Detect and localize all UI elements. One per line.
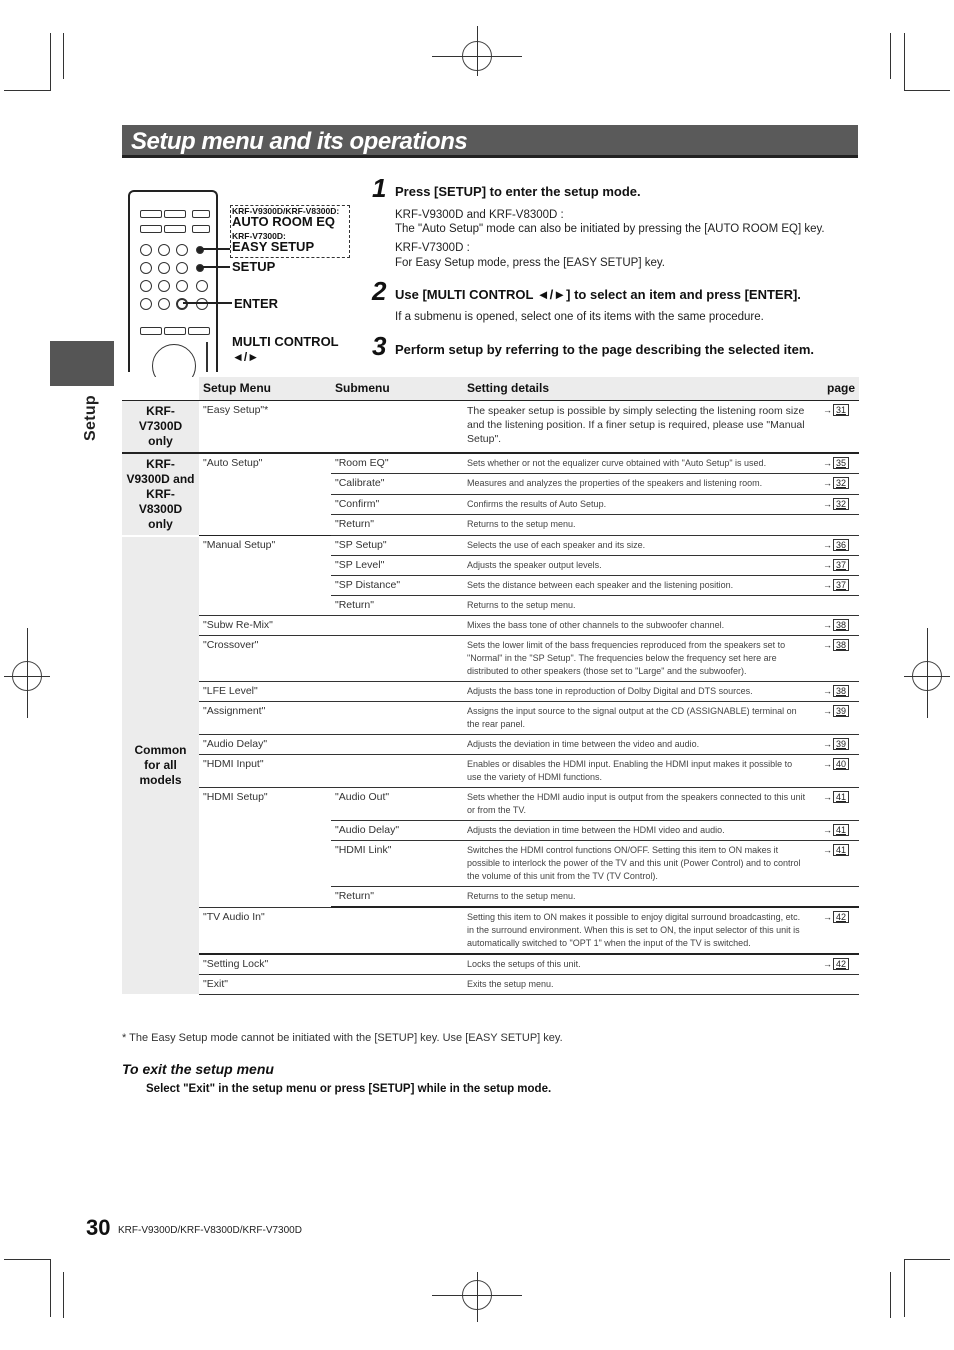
- table-row: "HDMI Link" Switches the HDMI control functions ON/OFF. Setting this item to ON makes it possible to interlock the power of the TV and this unit (Power Control) and to control the volume of this unit from the TV (TV Control). → 41: [122, 841, 859, 887]
- table-row: "HDMI Setup" "Audio Out" Sets whether the HDMI audio input is output from the speakers connected to this unit or from the TV. → 41: [122, 788, 859, 821]
- table-row: "LFE Level" Adjusts the bass tone in reproduction of Dolby Digital and DTS sources. → 38: [122, 682, 859, 702]
- page-ref[interactable]: → 38: [823, 639, 849, 652]
- page-ref[interactable]: → 39: [823, 738, 849, 751]
- page-ref[interactable]: → 36: [823, 539, 849, 552]
- setup-menu-table: [122, 377, 859, 996]
- page-ref[interactable]: → 42: [823, 958, 849, 971]
- page-ref[interactable]: → 42: [823, 911, 849, 924]
- step-3-heading: Perform setup by referring to the page describing the selected item.: [395, 342, 814, 357]
- enter-label: ENTER: [234, 296, 279, 311]
- table-row: Common for all models "Manual Setup" "SP Setup" Selects the use of each speaker and its size. → 36: [122, 536, 859, 556]
- table-row: "Return" Returns to the setup menu.: [122, 515, 859, 536]
- table-row: "Calibrate" Measures and analyzes the properties of the speakers and listening room. → 32: [122, 474, 859, 495]
- model-note-v9300-v8300: KRF-V9300D/KRF-V8300D:: [232, 206, 340, 216]
- table-row: "Assignment" Assigns the input source to the signal output at the CD (ASSIGNABLE) terminal on the rear panel. → 39: [122, 702, 859, 735]
- page-ref[interactable]: → 40: [823, 758, 849, 771]
- table-row: "Crossover" Sets the lower limit of the bass frequencies reproduced from the speakers set to "Normal" in the "SP Setup". The frequencies below the frequency set here are distributed to other speakers (those set to "Large" and the subwoofer). → 38: [122, 636, 859, 682]
- easy-setup-label: EASY SETUP: [232, 239, 315, 254]
- page-ref[interactable]: → 38: [823, 619, 849, 632]
- table-row: "SP Level" Adjusts the speaker output levels. → 37: [122, 556, 859, 576]
- table-row: "Subw Re-Mix" Mixes the bass tone of other channels to the subwoofer channel. → 38: [122, 616, 859, 636]
- page-ref[interactable]: → 37: [823, 579, 849, 592]
- table-row: "TV Audio In" Setting this item to ON makes it possible to enjoy digital surround broadcasting, etc. in the surround environment. When this is set to ON, the input selector of this unit is automatically switched to "OPT 1" when the input of the TV is switched. → 42: [122, 907, 859, 954]
- step-1-number: 1: [372, 173, 387, 203]
- section-label: Setup: [81, 395, 99, 441]
- table-row: "SP Distance" Sets the distance between each speaker and the listening position. → 37: [122, 576, 859, 596]
- col-submenu: Submenu: [331, 377, 463, 400]
- step-2-line-1: If a submenu is opened, select one of its items with the same procedure.: [395, 311, 764, 323]
- step-2-number: 2: [372, 276, 387, 306]
- page-ref[interactable]: → 39: [823, 705, 849, 718]
- col-setup-menu: Setup Menu: [199, 377, 331, 400]
- table-row: "Exit" Exits the setup menu.: [122, 975, 859, 995]
- step-1-line-1: KRF-V9300D and KRF-V8300D :: [395, 209, 564, 221]
- auto-room-eq-label: AUTO ROOM EQ: [232, 214, 336, 229]
- table-row: "Return" Returns to the setup menu.: [122, 596, 859, 616]
- table-row: "Setting Lock" Locks the setups of this unit. → 42: [122, 954, 859, 975]
- exit-heading: To exit the setup menu: [122, 1061, 274, 1077]
- table-header-row: [122, 377, 859, 400]
- page-ref[interactable]: → 41: [823, 844, 849, 857]
- table-row: "Audio Delay" Adjusts the deviation in time between the HDMI video and audio. → 41: [122, 821, 859, 841]
- remote-control-illustration: [128, 190, 218, 372]
- step-1-line-3: KRF-V7300D :: [395, 242, 470, 254]
- table-row: "Confirm" Confirms the results of Auto Setup. → 32: [122, 494, 859, 515]
- step-1-line-2: The "Auto Setup" mode can also be initiated by pressing the [AUTO ROOM EQ] key.: [395, 223, 825, 235]
- model-group-common: Common for all models: [122, 536, 199, 995]
- page-title: Setup menu and its operations: [131, 128, 468, 155]
- table-row: KRF-V9300D and KRF-V8300D only "Auto Setup" "Room EQ" Sets whether or not the equalizer curve obtained with "Auto Setup" is used. → 35: [122, 453, 859, 474]
- step-2-heading: Use [MULTI CONTROL ◄/►] to select an item and press [ENTER].: [395, 287, 801, 302]
- footer-models: KRF-V9300D/KRF-V8300D/KRF-V7300D: [118, 1225, 302, 1236]
- page-ref[interactable]: → 35: [823, 457, 849, 470]
- model-group-v9300-v8300: KRF-V9300D and KRF-V8300D only: [122, 453, 199, 536]
- exit-instructions: Select "Exit" in the setup menu or press [SETUP] while in the setup mode.: [146, 1083, 552, 1095]
- table-row: KRF-V7300D only "Easy Setup"* The speaker setup is possible by simply selecting the listening room size and the listening position. If a finer setup is required, please use "Manual Setup". → 31: [122, 400, 859, 453]
- page-ref[interactable]: → 38: [823, 685, 849, 698]
- step-1-line-4: For Easy Setup mode, press the [EASY SETUP] key.: [395, 257, 665, 269]
- col-setting-details: Setting details: [463, 377, 813, 400]
- table-row: "HDMI Input" Enables or disables the HDMI input. Enabling the HDMI input makes it possible to use the variety of HDMI functions. → 40: [122, 755, 859, 788]
- step-1-heading: Press [SETUP] to enter the setup mode.: [395, 184, 641, 199]
- page-number: 30: [86, 1215, 111, 1240]
- page-ref[interactable]: → 41: [823, 824, 849, 837]
- section-tab: [50, 341, 114, 386]
- table-row: "Return" Returns to the setup menu.: [122, 887, 859, 908]
- multi-control-arrows-label: ◄/►: [232, 350, 260, 364]
- page-ref[interactable]: → 37: [823, 559, 849, 572]
- model-group-v7300: KRF-V7300D only: [122, 400, 199, 453]
- multi-control-label: MULTI CONTROL: [232, 334, 339, 349]
- page-ref[interactable]: → 31: [823, 404, 849, 417]
- page-ref[interactable]: → 41: [823, 791, 849, 804]
- enter-leader: [183, 302, 232, 304]
- step-3-number: 3: [372, 331, 387, 361]
- page-ref[interactable]: → 32: [823, 498, 849, 511]
- page-title-bar: [122, 125, 858, 158]
- model-note-v7300: KRF-V7300D:: [232, 231, 286, 241]
- setup-label: SETUP: [232, 259, 276, 274]
- table-row: "Audio Delay" Adjusts the deviation in time between the video and audio. → 39: [122, 735, 859, 755]
- easy-setup-leader: [202, 248, 230, 250]
- col-page: page: [813, 377, 859, 400]
- setup-leader: [202, 266, 230, 268]
- footnote: * The Easy Setup mode cannot be initiated with the [SETUP] key. Use [EASY SETUP] key.: [122, 1032, 563, 1044]
- page-ref[interactable]: → 32: [823, 477, 849, 490]
